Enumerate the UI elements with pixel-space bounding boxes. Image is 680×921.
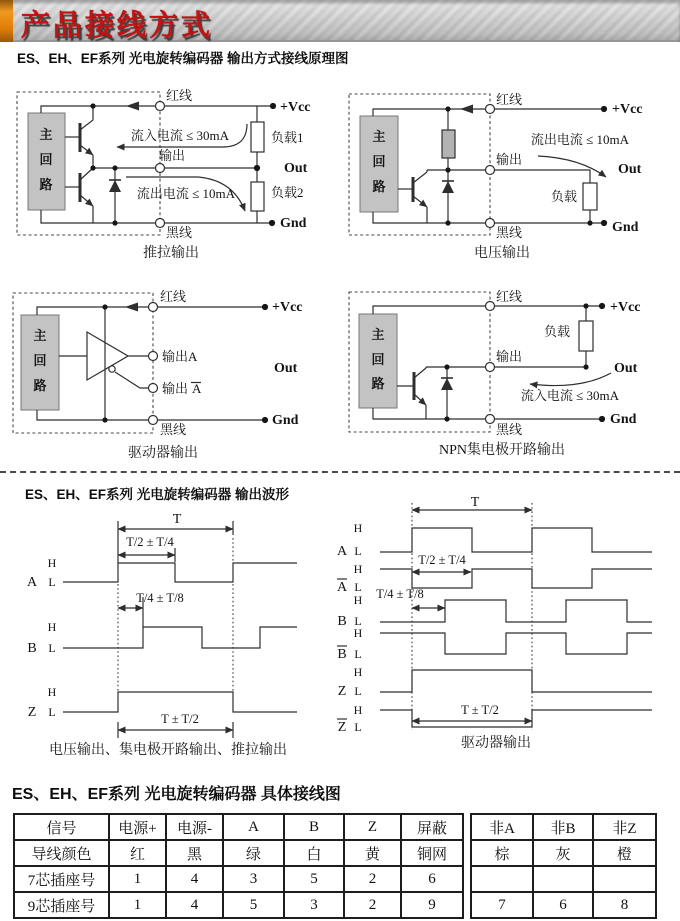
- waveform-caption: 电压输出、集电极开路输出、推拉输出: [49, 743, 287, 758]
- vcc-label: +Vcc: [272, 300, 303, 315]
- cell: Z: [344, 814, 401, 840]
- load-resistor-1: [251, 122, 264, 152]
- cell: 红: [109, 840, 166, 866]
- load-resistor: [579, 321, 593, 351]
- main-circuit-block: [21, 315, 59, 410]
- table-row: [14, 814, 463, 840]
- cell: 6: [533, 892, 593, 918]
- cell: 7: [471, 892, 533, 918]
- wire-arrow-left: [460, 105, 473, 114]
- table-row: [471, 866, 656, 892]
- cell: 电源+: [109, 814, 166, 840]
- timing-t-full-label: T ± T/2: [461, 703, 499, 717]
- red-wire-label: 红线: [496, 289, 523, 304]
- cell: 8: [593, 892, 656, 918]
- table-row: [471, 814, 656, 840]
- transistor-icon: [397, 368, 426, 405]
- output-label: 输出: [496, 349, 523, 364]
- transistor-lower-icon: [65, 168, 93, 206]
- svg-text:主: 主: [372, 129, 386, 144]
- svg-text:主: 主: [33, 328, 47, 343]
- svg-text:主: 主: [371, 327, 385, 342]
- vcc-label: +Vcc: [612, 102, 643, 117]
- cell: 铜网: [401, 840, 463, 866]
- cell: 橙: [593, 840, 656, 866]
- svg-text:H: H: [47, 685, 57, 699]
- cell: 非Z: [593, 814, 656, 840]
- cell: 信号: [14, 814, 109, 840]
- outflow-label: 流出电流 ≤ 10mA: [136, 186, 236, 201]
- svg-text:路: 路: [39, 177, 53, 192]
- signal-b-bar: [337, 626, 652, 662]
- header-banner: [0, 0, 680, 42]
- black-wire-label: 黑线: [496, 422, 523, 437]
- cell: 灰: [533, 840, 593, 866]
- internal-resistor: [442, 130, 455, 158]
- cell: 5: [284, 866, 344, 892]
- svg-text:H: H: [353, 703, 363, 717]
- output-label: 输出: [496, 152, 523, 167]
- out-label: Out: [284, 161, 308, 176]
- timing-t-full-label: T ± T/2: [161, 712, 199, 726]
- inflow-label: 流入电流 ≤ 30mA: [130, 128, 230, 143]
- cell: 白: [284, 840, 344, 866]
- svg-text:L: L: [354, 544, 362, 558]
- table-row: [471, 840, 656, 866]
- circuit-push-pull: [8, 80, 338, 270]
- driver-buffer-icon: [87, 332, 128, 380]
- svg-text:输出: 输出: [162, 381, 189, 396]
- svg-text:L: L: [354, 684, 362, 698]
- signal-b-bar-label: B: [337, 647, 347, 662]
- inverter-bubble-icon: [109, 366, 115, 372]
- black-wire-label: 黑线: [160, 422, 187, 437]
- cell: 非B: [533, 814, 593, 840]
- cell: 4: [166, 866, 223, 892]
- dimension-lines: [118, 521, 233, 738]
- output-a-label: 输出A: [162, 349, 198, 364]
- svg-text:回: 回: [33, 353, 47, 368]
- svg-text:L: L: [354, 647, 362, 661]
- svg-text:H: H: [47, 620, 57, 634]
- out-label: Out: [618, 162, 642, 177]
- waveform-caption: 驱动器输出: [461, 736, 531, 751]
- signal-a: [337, 521, 652, 559]
- svg-text:L: L: [354, 720, 362, 734]
- signal-z-trace: [380, 670, 652, 692]
- gnd-label: Gnd: [610, 412, 637, 427]
- gnd-label: Gnd: [272, 413, 299, 428]
- cell: [593, 866, 656, 892]
- cell: A: [223, 814, 284, 840]
- signal-z-bar-label: Z: [337, 720, 347, 735]
- cell: [471, 866, 533, 892]
- svg-text:主: 主: [39, 127, 53, 142]
- svg-text:回: 回: [372, 154, 386, 169]
- timing-t-label: T: [172, 512, 182, 527]
- cell: 绿: [223, 840, 284, 866]
- svg-text:L: L: [48, 705, 56, 719]
- cell: 电源-: [166, 814, 223, 840]
- cell: 7芯插座号: [14, 866, 109, 892]
- main-circuit-block: [359, 314, 397, 408]
- circuit-caption: 驱动器输出: [128, 446, 198, 461]
- timing-t-half-label: T/2 ± T/4: [418, 553, 466, 567]
- red-wire-label: 红线: [166, 88, 193, 103]
- section-title-wiring-detail: ES、EH、EF系列 光电旋转编码器 具体接线图: [12, 786, 341, 803]
- cell: 2: [344, 892, 401, 918]
- svg-text:H: H: [353, 562, 363, 576]
- timing-t-quarter-label: T/4 ± T/8: [376, 587, 424, 601]
- signal-b-label: B: [27, 641, 37, 656]
- section-title-output-waveform: ES、EH、EF系列 光电旋转编码器 输出波形: [25, 487, 290, 502]
- wire-arrow-left: [126, 102, 139, 111]
- circuit-caption: 电压输出: [474, 246, 530, 261]
- svg-text:回: 回: [371, 352, 385, 367]
- cell: 黄: [344, 840, 401, 866]
- circuit-npn-open-collector: [340, 280, 676, 470]
- svg-text:H: H: [353, 593, 363, 607]
- cell: 9: [401, 892, 463, 918]
- main-circuit-block: [28, 113, 65, 210]
- red-wire-label: 红线: [496, 92, 523, 107]
- gnd-label: Gnd: [280, 216, 307, 231]
- inflow-current-arrow: [530, 373, 611, 386]
- signal-b-trace: [380, 600, 652, 622]
- circuit-voltage-output: [340, 80, 676, 270]
- vcc-label: +Vcc: [280, 100, 311, 115]
- waveform-single-ended: [10, 500, 330, 765]
- diode-icon: [442, 181, 454, 193]
- svg-text:L: L: [354, 580, 362, 594]
- out-label: Out: [614, 361, 638, 376]
- load-label: 负载: [551, 189, 578, 204]
- junction-dots: [90, 103, 276, 226]
- svg-text:L: L: [354, 614, 362, 628]
- output-a-bar-label: [162, 381, 202, 396]
- load-label: 负载: [544, 324, 571, 339]
- section-title-wiring-principle: ES、EH、EF系列 光电旋转编码器 输出方式接线原理图: [17, 51, 349, 66]
- signal-z-label: Z: [337, 684, 347, 699]
- wires: [37, 307, 265, 420]
- outflow-current-arrow: [538, 156, 606, 177]
- diode-icon: [441, 378, 453, 390]
- table-row: [14, 840, 463, 866]
- load2-label: 负载2: [271, 185, 304, 200]
- cell: 5: [223, 892, 284, 918]
- svg-text:L: L: [48, 641, 56, 655]
- page-title: 产品接线方式: [21, 10, 214, 42]
- cell: 黑: [166, 840, 223, 866]
- svg-text:H: H: [353, 665, 363, 679]
- black-wire-label: 黑线: [166, 225, 193, 240]
- inflow-label: 流入电流 ≤ 30mA: [520, 388, 620, 403]
- svg-text:H: H: [47, 556, 57, 570]
- signal-z-label: Z: [27, 705, 37, 720]
- transistor-upper-icon: [65, 120, 93, 155]
- svg-text:路: 路: [371, 376, 385, 391]
- black-wire-label: 黑线: [496, 225, 523, 240]
- cell: 棕: [471, 840, 533, 866]
- signal-a-trace: [380, 528, 652, 552]
- red-wire-label: 红线: [160, 289, 187, 304]
- cell: 1: [109, 892, 166, 918]
- cell: 导线颜色: [14, 840, 109, 866]
- signal-b-trace: [63, 627, 297, 648]
- circuit-caption: 推拉输出: [143, 246, 199, 261]
- cell: 2: [344, 866, 401, 892]
- svg-text:L: L: [48, 575, 56, 589]
- svg-text:回: 回: [39, 152, 53, 167]
- wire-arrow-left: [125, 303, 138, 312]
- cell: 3: [284, 892, 344, 918]
- wiring-table-inverted: [470, 813, 657, 919]
- vcc-label: +Vcc: [610, 300, 641, 315]
- load-resistor: [583, 183, 597, 210]
- diode-icon: [109, 180, 121, 192]
- svg-text:H: H: [353, 626, 363, 640]
- header-accent-bar: [0, 0, 13, 42]
- main-circuit-block: [360, 116, 398, 212]
- cell: 9芯插座号: [14, 892, 109, 918]
- cell: 1: [109, 866, 166, 892]
- signal-z-bar-trace: [380, 710, 652, 727]
- timing-t-half-label: T/2 ± T/4: [126, 535, 174, 549]
- cell: 6: [401, 866, 463, 892]
- section-divider: [0, 471, 680, 473]
- table-row: [14, 892, 463, 918]
- table-row: [471, 892, 656, 918]
- signal-b: [27, 620, 297, 656]
- svg-text:路: 路: [372, 179, 386, 194]
- out-label: Out: [274, 361, 298, 376]
- cell: 4: [166, 892, 223, 918]
- gnd-label: Gnd: [612, 220, 639, 235]
- signal-z: [338, 665, 652, 699]
- cell: 3: [223, 866, 284, 892]
- cell: [533, 866, 593, 892]
- cell: 非A: [471, 814, 533, 840]
- cell: 屏蔽: [401, 814, 463, 840]
- outflow-label: 流出电流 ≤ 10mA: [530, 132, 630, 147]
- timing-t-label: T: [470, 495, 480, 510]
- timing-t-quarter-label: T/4 ± T/8: [136, 591, 184, 605]
- svg-text:H: H: [353, 521, 363, 535]
- signal-b-bar-trace: [380, 633, 652, 654]
- signal-a-bar-label: A: [336, 580, 348, 595]
- svg-text:A: A: [192, 381, 202, 396]
- signal-a-label: A: [26, 575, 38, 590]
- svg-text:路: 路: [33, 378, 47, 393]
- circuit-driver-output: [8, 280, 338, 470]
- load-resistor-2: [251, 182, 264, 211]
- output-label: 输出: [159, 148, 186, 163]
- signal-a: [27, 556, 297, 590]
- cell: B: [284, 814, 344, 840]
- load1-label: 负载1: [271, 130, 304, 145]
- signal-z-trace: [63, 692, 297, 712]
- waveform-driver: [330, 495, 680, 770]
- transistor-icon: [398, 172, 427, 207]
- signal-a-label: A: [336, 544, 348, 559]
- wiring-table-main: [13, 813, 464, 919]
- circuit-caption: NPN集电极开路输出: [438, 443, 566, 458]
- signal-a-trace: [63, 563, 297, 582]
- signal-b-label: B: [337, 614, 347, 629]
- table-row: [14, 866, 463, 892]
